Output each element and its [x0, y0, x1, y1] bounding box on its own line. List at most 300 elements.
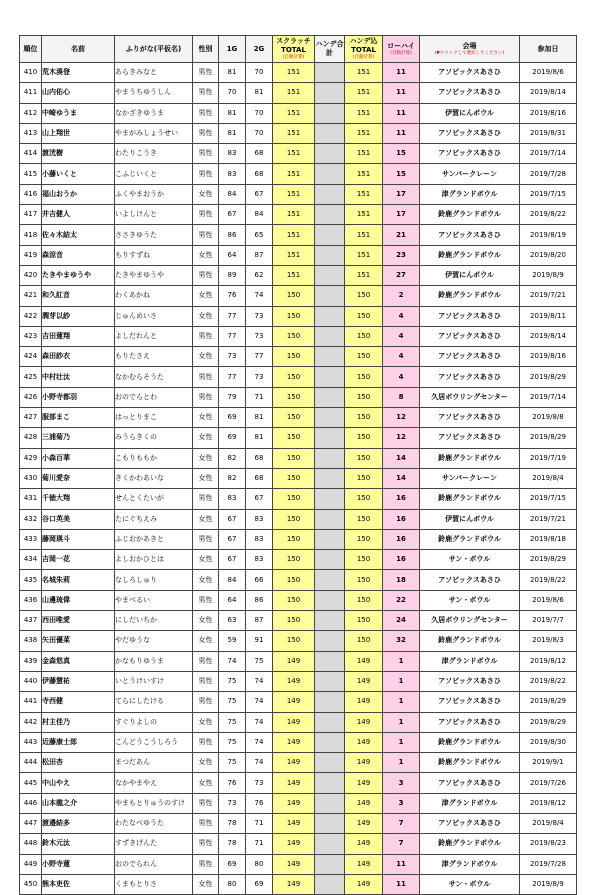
date-cell: 2019/7/21	[520, 286, 577, 306]
table-row	[20, 550, 577, 570]
gender-cell: 男性	[193, 225, 219, 245]
kana-cell: やだゆうな	[115, 631, 193, 651]
venue-cell[interactable]: 鈴鹿グランドボウル	[420, 489, 520, 509]
game2-cell: 74	[246, 753, 273, 773]
handicap-total-cell: 151	[345, 164, 383, 184]
name-cell: 金森悠真	[42, 651, 115, 671]
venue-cell[interactable]: アソビックスあさひ	[420, 692, 520, 712]
rank-cell: 427	[20, 408, 42, 428]
rank-cell: 441	[20, 692, 42, 712]
game2-cell: 83	[246, 529, 273, 549]
handicap-total-cell: 149	[345, 651, 383, 671]
date-cell: 2019/8/29	[520, 692, 577, 712]
kana-cell: ささきゆうた	[115, 225, 193, 245]
venue-cell[interactable]: アソビックスあさひ	[420, 144, 520, 164]
game1-cell: 82	[219, 448, 246, 468]
kana-cell: よしだれんと	[115, 326, 193, 346]
game1-cell: 79	[219, 387, 246, 407]
handicap-cell	[315, 753, 345, 773]
low-high-cell: 4	[383, 306, 420, 326]
gender-cell: 女性	[193, 550, 219, 570]
gender-cell: 男性	[193, 265, 219, 285]
gender-cell: 男性	[193, 793, 219, 813]
venue-cell[interactable]: アソビックスあさひ	[420, 712, 520, 732]
date-cell: 2019/8/16	[520, 347, 577, 367]
scratch-total-cell: 151	[273, 184, 315, 204]
game2-cell: 81	[246, 428, 273, 448]
game1-cell: 75	[219, 732, 246, 752]
game1-cell: 77	[219, 306, 246, 326]
game1-cell: 81	[219, 103, 246, 123]
table-row	[20, 387, 577, 407]
rank-cell: 431	[20, 489, 42, 509]
low-high-cell: 8	[383, 387, 420, 407]
low-high-cell: 1	[383, 753, 420, 773]
venue-cell[interactable]: アソビックスあさひ	[420, 408, 520, 428]
gender-cell: 女性	[193, 448, 219, 468]
kana-cell: いよしけんと	[115, 205, 193, 225]
venue-cell[interactable]: 津グランドボウル	[420, 184, 520, 204]
scratch-total-cell: 149	[273, 834, 315, 854]
game2-cell: 66	[246, 570, 273, 590]
kana-cell: たにぐちえみ	[115, 509, 193, 529]
venue-cell[interactable]: 鈴鹿グランドボウル	[420, 753, 520, 773]
low-high-cell: 16	[383, 550, 420, 570]
game1-cell: 84	[219, 570, 246, 590]
date-cell: 2019/8/29	[520, 428, 577, 448]
table-row	[20, 813, 577, 833]
name-cell: 中崎ゆうま	[42, 103, 115, 123]
kana-cell: あらきみなと	[115, 63, 193, 83]
handicap-cell	[315, 874, 345, 894]
header-game2: 2G	[246, 36, 273, 63]
gender-cell: 女性	[193, 874, 219, 894]
venue-cell[interactable]: 伊賀にんボウル	[420, 265, 520, 285]
kana-cell: きくかわあいな	[115, 468, 193, 488]
game2-cell: 68	[246, 164, 273, 184]
handicap-total-cell: 149	[345, 854, 383, 874]
venue-cell[interactable]: アソビックスあさひ	[420, 367, 520, 387]
low-high-cell: 23	[383, 245, 420, 265]
handicap-total-cell: 151	[345, 245, 383, 265]
handicap-cell	[315, 205, 345, 225]
handicap-cell	[315, 326, 345, 346]
game1-cell: 75	[219, 753, 246, 773]
low-high-cell: 21	[383, 225, 420, 245]
handicap-total-cell: 150	[345, 326, 383, 346]
table-row	[20, 509, 577, 529]
game1-cell: 76	[219, 773, 246, 793]
handicap-total-cell: 150	[345, 347, 383, 367]
gender-cell: 男性	[193, 123, 219, 143]
game1-cell: 69	[219, 854, 246, 874]
game2-cell: 71	[246, 813, 273, 833]
game2-cell: 86	[246, 590, 273, 610]
handicap-total-cell: 150	[345, 367, 383, 387]
game2-cell: 73	[246, 306, 273, 326]
low-high-cell: 15	[383, 144, 420, 164]
name-cell: 近藤康士郎	[42, 732, 115, 752]
scratch-total-cell: 151	[273, 265, 315, 285]
handicap-cell	[315, 286, 345, 306]
game1-cell: 70	[219, 83, 246, 103]
venue-cell[interactable]: アソビックスあさひ	[420, 83, 520, 103]
name-cell: 吉岡一花	[42, 550, 115, 570]
table-row	[20, 611, 577, 631]
gender-cell: 男性	[193, 83, 219, 103]
venue-cell[interactable]: 伊賀にんボウル	[420, 103, 520, 123]
handicap-cell	[315, 387, 345, 407]
venue-cell[interactable]: 鈴鹿グランドボウル	[420, 834, 520, 854]
rank-cell: 438	[20, 631, 42, 651]
low-high-cell: 22	[383, 590, 420, 610]
gender-cell: 女性	[193, 631, 219, 651]
venue-cell[interactable]: サンバークレーン	[420, 164, 520, 184]
low-high-cell: 32	[383, 631, 420, 651]
table-row	[20, 225, 577, 245]
game1-cell: 67	[219, 529, 246, 549]
game1-cell: 63	[219, 611, 246, 631]
scratch-total-cell: 150	[273, 468, 315, 488]
low-high-cell: 14	[383, 448, 420, 468]
header-date: 参加日	[520, 36, 577, 63]
kana-cell: こんどうこうしろう	[115, 732, 193, 752]
scratch-total-cell: 150	[273, 408, 315, 428]
handicap-total-cell: 150	[345, 631, 383, 651]
date-cell: 2019/8/11	[520, 306, 577, 326]
name-cell: 伊藤慧祐	[42, 671, 115, 691]
low-high-cell: 14	[383, 468, 420, 488]
handicap-cell	[315, 245, 345, 265]
venue-cell[interactable]: 鈴鹿グランドボウル	[420, 732, 520, 752]
kana-cell: もりたさえ	[115, 347, 193, 367]
scratch-total-cell: 149	[273, 712, 315, 732]
scratch-total-cell: 151	[273, 83, 315, 103]
gender-cell: 男性	[193, 834, 219, 854]
table-row	[20, 367, 577, 387]
name-cell: 森田紗衣	[42, 347, 115, 367]
date-cell: 2019/8/23	[520, 834, 577, 854]
game2-cell: 71	[246, 387, 273, 407]
table-row	[20, 874, 577, 894]
game1-cell: 82	[219, 468, 246, 488]
table-row	[20, 570, 577, 590]
kana-cell: こふじいくと	[115, 164, 193, 184]
handicap-cell	[315, 651, 345, 671]
handicap-cell	[315, 834, 345, 854]
venue-cell[interactable]: アソビックスあさひ	[420, 773, 520, 793]
handicap-total-cell: 150	[345, 611, 383, 631]
game1-cell: 69	[219, 408, 246, 428]
ranking-table	[19, 35, 577, 895]
handicap-cell	[315, 408, 345, 428]
date-cell: 2019/8/9	[520, 874, 577, 894]
handicap-total-cell: 150	[345, 570, 383, 590]
low-high-cell: 11	[383, 854, 420, 874]
scratch-total-cell: 151	[273, 225, 315, 245]
gender-cell: 男性	[193, 854, 219, 874]
rank-cell: 447	[20, 813, 42, 833]
table-row	[20, 671, 577, 691]
gender-cell: 男性	[193, 144, 219, 164]
venue-cell[interactable]: アソビックスあさひ	[420, 225, 520, 245]
handicap-total-cell: 149	[345, 753, 383, 773]
rank-cell: 410	[20, 63, 42, 83]
date-cell: 2019/8/18	[520, 529, 577, 549]
scratch-total-cell: 150	[273, 611, 315, 631]
date-cell: 2019/8/22	[520, 671, 577, 691]
venue-cell[interactable]: 鈴鹿グランドボウル	[420, 245, 520, 265]
game1-cell: 78	[219, 834, 246, 854]
date-cell: 2019/8/8	[520, 408, 577, 428]
venue-cell[interactable]: 津グランドボウル	[420, 793, 520, 813]
name-cell: 荒木湊登	[42, 63, 115, 83]
date-cell: 2019/7/21	[520, 509, 577, 529]
game1-cell: 78	[219, 813, 246, 833]
kana-cell: みうらきくの	[115, 428, 193, 448]
venue-cell[interactable]: サンバークレーン	[420, 468, 520, 488]
kana-cell: たきやまゆうや	[115, 265, 193, 285]
date-cell: 2019/8/30	[520, 732, 577, 752]
name-cell: 熊本吏佐	[42, 874, 115, 894]
handicap-cell	[315, 692, 345, 712]
table-row	[20, 834, 577, 854]
game2-cell: 74	[246, 732, 273, 752]
game1-cell: 64	[219, 245, 246, 265]
name-cell: 潤芽以紗	[42, 306, 115, 326]
low-high-cell: 11	[383, 123, 420, 143]
name-cell: 菊川愛奈	[42, 468, 115, 488]
venue-cell[interactable]: 津グランドボウル	[420, 854, 520, 874]
handicap-total-cell: 150	[345, 387, 383, 407]
venue-cell[interactable]: 久居ボウリングセンター	[420, 387, 520, 407]
scratch-total-cell: 149	[273, 753, 315, 773]
table-row	[20, 712, 577, 732]
table-row	[20, 144, 577, 164]
gender-cell: 男性	[193, 529, 219, 549]
handicap-cell	[315, 123, 345, 143]
handicap-cell	[315, 367, 345, 387]
rank-cell: 417	[20, 205, 42, 225]
venue-cell[interactable]: 鈴鹿グランドボウル	[420, 448, 520, 468]
date-cell: 2019/8/12	[520, 651, 577, 671]
table-row	[20, 489, 577, 509]
venue-cell[interactable]: 鈴鹿グランドボウル	[420, 205, 520, 225]
low-high-cell: 12	[383, 408, 420, 428]
low-high-cell: 4	[383, 326, 420, 346]
handicap-cell	[315, 225, 345, 245]
game1-cell: 73	[219, 793, 246, 813]
table-row	[20, 326, 577, 346]
name-cell: 小野寺都羽	[42, 387, 115, 407]
game1-cell: 77	[219, 367, 246, 387]
date-cell: 2019/8/31	[520, 123, 577, 143]
scratch-total-cell: 151	[273, 205, 315, 225]
venue-cell[interactable]: サン・ボウル	[420, 590, 520, 610]
handicap-cell	[315, 529, 345, 549]
kana-cell: ふじおかあきと	[115, 529, 193, 549]
rank-cell: 428	[20, 428, 42, 448]
game2-cell: 74	[246, 692, 273, 712]
rank-cell: 449	[20, 854, 42, 874]
handicap-total-cell: 149	[345, 834, 383, 854]
date-cell: 2019/8/19	[520, 225, 577, 245]
scratch-total-cell: 151	[273, 245, 315, 265]
handicap-total-cell: 149	[345, 813, 383, 833]
kana-cell: にしだいちか	[115, 611, 193, 631]
kana-cell: なかやまやえ	[115, 773, 193, 793]
venue-cell[interactable]: アソビックスあさひ	[420, 671, 520, 691]
handicap-total-cell: 150	[345, 489, 383, 509]
scratch-total-cell: 150	[273, 387, 315, 407]
name-cell: 松田杏	[42, 753, 115, 773]
scratch-total-cell: 151	[273, 144, 315, 164]
venue-cell[interactable]: 伊賀にんボウル	[420, 509, 520, 529]
handicap-cell	[315, 306, 345, 326]
venue-cell[interactable]: アソビックスあさひ	[420, 570, 520, 590]
venue-cell[interactable]: アソビックスあさひ	[420, 123, 520, 143]
kana-cell: かなもりゆうま	[115, 651, 193, 671]
handicap-cell	[315, 590, 345, 610]
game2-cell: 73	[246, 367, 273, 387]
rank-cell: 416	[20, 184, 42, 204]
handicap-cell	[315, 184, 345, 204]
handicap-cell	[315, 854, 345, 874]
low-high-cell: 1	[383, 712, 420, 732]
header-scratch-total	[273, 36, 315, 63]
game2-cell: 91	[246, 631, 273, 651]
date-cell: 2019/8/20	[520, 245, 577, 265]
scratch-total-cell: 150	[273, 631, 315, 651]
name-cell: 中村壮汰	[42, 367, 115, 387]
date-cell: 2019/8/6	[520, 63, 577, 83]
name-cell: たきやまゆうや	[42, 265, 115, 285]
kana-cell: じゅんめいさ	[115, 306, 193, 326]
handicap-cell	[315, 63, 345, 83]
date-cell: 2019/7/26	[520, 773, 577, 793]
name-cell: 村主佳乃	[42, 712, 115, 732]
venue-cell[interactable]: アソビックスあさひ	[420, 63, 520, 83]
low-high-cell: 12	[383, 428, 420, 448]
handicap-total-cell: 151	[345, 265, 383, 285]
venue-cell[interactable]: アソビックスあさひ	[420, 813, 520, 833]
game1-cell: 89	[219, 265, 246, 285]
venue-cell[interactable]: 津グランドボウル	[420, 651, 520, 671]
rank-cell: 442	[20, 712, 42, 732]
name-cell: 小藤いくと	[42, 164, 115, 184]
handicap-cell	[315, 712, 345, 732]
game2-cell: 67	[246, 489, 273, 509]
rank-cell: 430	[20, 468, 42, 488]
kana-cell: おのでられん	[115, 854, 193, 874]
venue-cell[interactable]: アソビックスあさひ	[420, 326, 520, 346]
venue-cell[interactable]: 鈴鹿グランドボウル	[420, 529, 520, 549]
game1-cell: 83	[219, 489, 246, 509]
scratch-total-cell: 149	[273, 793, 315, 813]
handicap-cell	[315, 550, 345, 570]
rank-cell: 444	[20, 753, 42, 773]
venue-cell[interactable]: サン・ボウル	[420, 550, 520, 570]
venue-cell[interactable]: 久居ボウリングセンター	[420, 611, 520, 631]
low-high-cell: 1	[383, 671, 420, 691]
kana-cell: すずきげんた	[115, 834, 193, 854]
rank-cell: 446	[20, 793, 42, 813]
scratch-total-cell: 149	[273, 813, 315, 833]
scratch-total-cell: 150	[273, 448, 315, 468]
venue-cell[interactable]: アソビックスあさひ	[420, 306, 520, 326]
handicap-total-cell: 151	[345, 63, 383, 83]
game1-cell: 75	[219, 671, 246, 691]
handicap-cell	[315, 773, 345, 793]
gender-cell: 男性	[193, 813, 219, 833]
game1-cell: 76	[219, 286, 246, 306]
name-cell: 渡邉結多	[42, 813, 115, 833]
scratch-total-cell: 149	[273, 773, 315, 793]
game2-cell: 74	[246, 286, 273, 306]
venue-cell[interactable]: 鈴鹿グランドボウル	[420, 286, 520, 306]
gender-cell: 女性	[193, 570, 219, 590]
name-cell: 山本龍之介	[42, 793, 115, 813]
game1-cell: 77	[219, 326, 246, 346]
game1-cell: 80	[219, 874, 246, 894]
game2-cell: 65	[246, 225, 273, 245]
date-cell: 2019/8/3	[520, 631, 577, 651]
rank-cell: 418	[20, 225, 42, 245]
handicap-cell	[315, 103, 345, 123]
scratch-total-cell: 149	[273, 651, 315, 671]
scratch-total-cell: 150	[273, 306, 315, 326]
scratch-total-cell: 150	[273, 590, 315, 610]
rank-cell: 419	[20, 245, 42, 265]
game1-cell: 83	[219, 164, 246, 184]
table-row	[20, 408, 577, 428]
scratch-total-cell: 150	[273, 286, 315, 306]
rank-cell: 411	[20, 83, 42, 103]
venue-cell[interactable]: サン・ボウル	[420, 874, 520, 894]
venue-cell[interactable]: アソビックスあさひ	[420, 428, 520, 448]
game1-cell: 83	[219, 144, 246, 164]
game2-cell: 70	[246, 103, 273, 123]
name-cell: 山上翔世	[42, 123, 115, 143]
low-high-cell: 11	[383, 103, 420, 123]
low-high-cell: 18	[383, 570, 420, 590]
name-cell: 吉田蓮翔	[42, 326, 115, 346]
kana-cell: わくあかね	[115, 286, 193, 306]
handicap-cell	[315, 83, 345, 103]
kana-cell: まつだあん	[115, 753, 193, 773]
venue-cell[interactable]: 鈴鹿グランドボウル	[420, 631, 520, 651]
table-row	[20, 651, 577, 671]
venue-cell[interactable]: アソビックスあさひ	[420, 347, 520, 367]
date-cell: 2019/8/22	[520, 570, 577, 590]
low-high-cell: 24	[383, 611, 420, 631]
name-cell: 中山やえ	[42, 773, 115, 793]
kana-cell: なしろしゅり	[115, 570, 193, 590]
scratch-total-cell: 150	[273, 489, 315, 509]
low-high-cell: 3	[383, 773, 420, 793]
scratch-total-cell: 151	[273, 123, 315, 143]
handicap-total-cell: 149	[345, 773, 383, 793]
gender-cell: 男性	[193, 732, 219, 752]
rank-cell: 437	[20, 611, 42, 631]
table-row	[20, 448, 577, 468]
rank-cell: 412	[20, 103, 42, 123]
handicap-total-cell: 151	[345, 225, 383, 245]
rank-cell: 433	[20, 529, 42, 549]
low-high-cell: 16	[383, 509, 420, 529]
date-cell: 2019/7/28	[520, 164, 577, 184]
date-cell: 2019/9/1	[520, 753, 577, 773]
